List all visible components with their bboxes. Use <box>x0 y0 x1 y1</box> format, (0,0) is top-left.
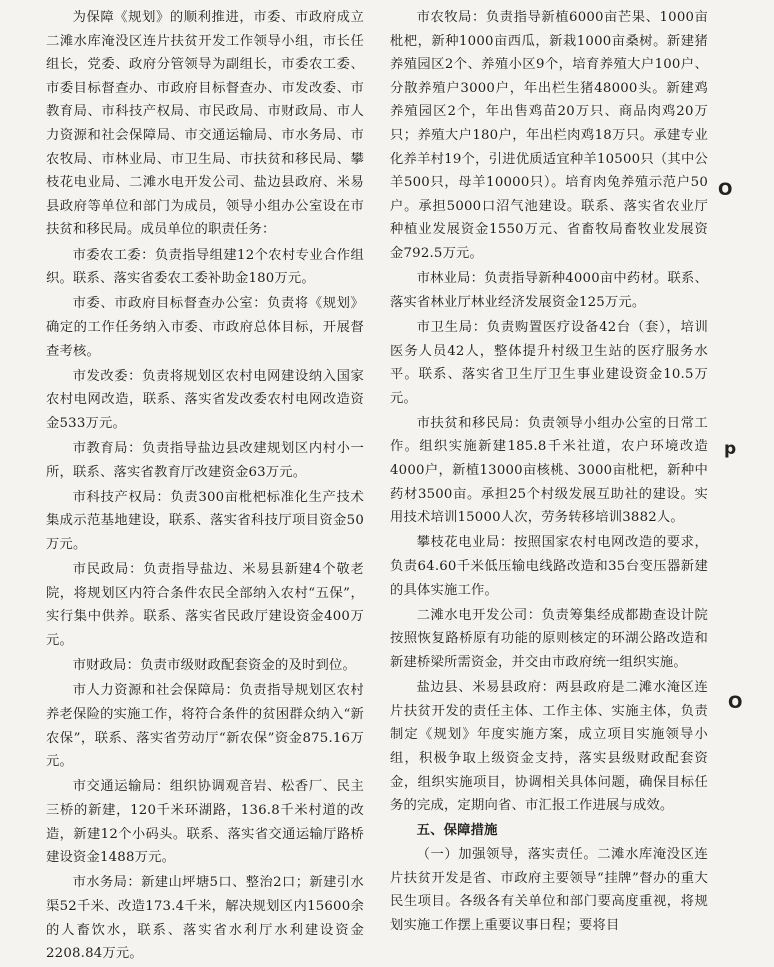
paragraph: 市卫生局：负责购置医疗设备42台（套），培训医务人员42人，整体提升村级卫生站的医疗服务水平。联系、落实省卫生厅卫生事业建设资金10.5万元。 <box>390 319 708 406</box>
paragraph: 盐边县、米易县政府：两县政府是二滩水淹区连片扶贫开发的责任主体、工作主体、实施主体，负责制定《规划》年度实施方案，成立项目实施领导小组，积极争取上级资金支持，落实县级财政配套资金，组织实施项目，协调相关具体问题，确保目标任务的完成，定期向省、市汇报工作进展与成效。 <box>390 680 708 814</box>
margin-mark: p <box>724 439 737 459</box>
paragraph: 市发改委：负责将规划区农村电网建设纳入国家农村电网改造，联系、落实省发改委农村电网改造资金533万元。 <box>46 368 364 431</box>
paragraph: 市委农工委：负责指导组建12个农村专业合作组织。联系、落实省委农工委补助金180万元。 <box>46 247 364 287</box>
section-heading: 五、保障措施 <box>416 823 498 839</box>
paragraph: 市人力资源和社会保障局：负责指导规划区农村养老保险的实施工作，将符合条件的贫困群众纳入“新农保”，联系、落实省劳动厅“新农保”资金875.16万元。 <box>46 683 364 770</box>
paragraph: 市委、市政府目标督查办公室：负责将《规划》确定的工作任务纳入市委、市政府总体目标，开展督查考核。 <box>46 296 364 359</box>
paragraph: 攀枝花电业局：按照国家农村电网改造的要求，负责64.60千米低压输电线路改造和35台变压器新建的具体实施工作。 <box>390 535 708 598</box>
paragraph: 为保障《规划》的顺利推进，市委、市政府成立二滩水库淹没区连片扶贫开发工作领导小组，市长任组长，党委、政府分管领导为副组长，市委农工委、市委目标督查办、市政府目标督查办、市发改委、市教育局、市科技产权局、市民政局、市财政局、市人力资源和社会保障局、市交通运输局、市水务局、市农牧局、市林业局、市卫生局、市扶贫和移民局、攀枝花电业局、二滩水电开发公司、盐边县政府、米易县政府等单位和部门为成员，领导小组办公室设在市扶贫和移民局。成员单位的职责任务： <box>46 10 364 238</box>
paragraph: 市农牧局：负责指导新植6000亩芒果、1000亩枇杷，新种1000亩西瓜，新栽1000亩桑树。新建猪养殖园区2个、养殖小区9个，培育养殖大户100户、分散养殖户3000户，年出栏生猪48000头。新建鸡养殖园区2个，年出售鸡苗20万只、商品肉鸡20万只；养殖大户180户，年出栏肉鸡18万只。承建专业化养羊村19个，引进优质适宜种羊10500只（其中公羊500只，母羊10000只）。培育肉兔养殖示范户50户。承担5000口沼气池建设。联系、落实省农业厅种植业发展资金1550万元、省畜牧局畜牧业发展资金792.5万元。 <box>390 10 708 261</box>
margin-mark: O <box>718 180 733 200</box>
paragraph: 二滩水电开发公司：负责筹集经成都勘查设计院按照恢复路桥原有功能的原则核定的环湖公路改造和新建桥梁所需资金，并交由市政府统一组织实施。 <box>390 607 708 670</box>
left-column <box>46 6 364 967</box>
margin-mark: O <box>728 693 743 713</box>
paragraph: 市扶贫和移民局：负责领导小组办公室的日常工作。组织实施新建185.8千米社道，农户环境改造4000户，新植13000亩核桃、3000亩枇杷，新种中药材3500亩。承担25个村级发展互助社的建设。实用技术培训15000人次，劳务转移培训3882人。 <box>390 415 708 526</box>
paragraph: （一）加强领导，落实责任。二滩水库淹没区连片扶贫开发是省、市政府主要领导“挂牌”督办的重大民生项目。各级各有关单位和部门要高度重视，将规划实施工作摆上重要议事日程；要将目 <box>390 846 708 933</box>
right-column <box>390 6 708 939</box>
paragraph: 市财政局：负责市级财政配套资金的及时到位。 <box>72 658 357 674</box>
paragraph: 市水务局：新建山坪塘5口、整治2口；新建引水渠52千米、改造173.4千米，解决规划区内15600余的人畜饮水，联系、落实省水利厅水利建设资金2208.84万元。 <box>46 875 364 962</box>
paragraph: 市民政局：负责指导盐边、米易县新建4个敬老院，将规划区内符合条件农民全部纳入农村“五保”，实行集中供养。联系、落实省民政厅建设资金400万元。 <box>46 562 364 648</box>
paragraph: 市科技产权局：负责300亩枇杷标准化生产技术集成示范基地建设，联系、落实省科技厅项目资金50万元。 <box>46 489 364 553</box>
paragraph: 市教育局：负责指导盐边县改建规划区内村小一所，联系、落实省教育厅改建资金63万元。 <box>46 441 364 480</box>
paragraph: 市林业局：负责指导新种4000亩中药材。联系、落实省林业厅林业经济发展资金125万元。 <box>390 271 708 310</box>
paragraph: 市交通运输局：组织协调观音岩、松香厂、民主三桥的新建，120千米环湖路，136.8千米村道的改造，新建12个小码头。联系、落实省交通运输厅路桥建设资金1488万元。 <box>46 779 364 866</box>
